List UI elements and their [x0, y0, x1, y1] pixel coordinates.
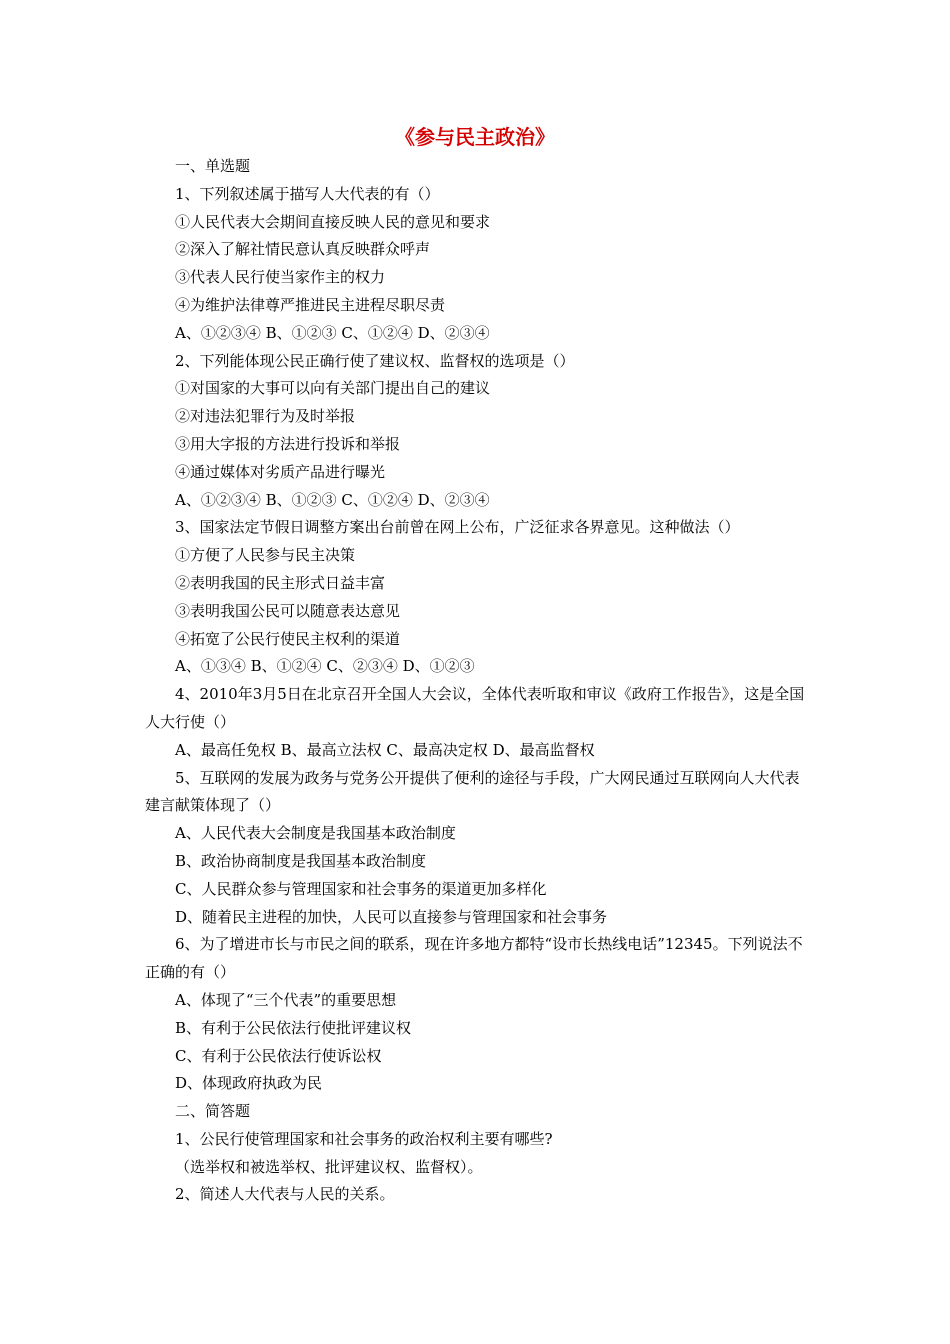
question-6-stem: 6、为了增进市长与市民之间的联系，现在许多地方都特“设市长热线电话”12345。下列说法不正确的有（） — [145, 935, 803, 982]
question-3-item: ④拓宽了公民行使民主权利的渠道 — [175, 629, 401, 648]
question-4-stem: 4、2010年3月5日在北京召开全国人大会议，全体代表听取和审议《政府工作报告》，这是全国人大行使（） — [145, 685, 805, 731]
question-6-choice: B、有利于公民依法行使批评建议权 — [175, 1018, 412, 1037]
question-3-options: A、①③④ B、①②④ C、②③④ D、①②③ — [175, 657, 475, 676]
question-1-options: A、①②③④ B、①②③ C、①②④ D、②③④ — [175, 323, 490, 342]
question-1-item: ③代表人民行使当家作主的权力 — [175, 268, 386, 287]
section-heading-single-choice: 一、单选题 — [175, 157, 251, 175]
question-2-item: ①对国家的大事可以向有关部门提出自己的建议 — [175, 379, 491, 398]
question-2-item: ②对违法犯罪行为及时举报 — [175, 407, 356, 426]
section-heading-short-answer: 二、简答题 — [175, 1102, 251, 1121]
question-4-options: A、最高任免权 B、最高立法权 C、最高决定权 D、最高监督权 — [175, 740, 595, 759]
question-3-item: ①方便了人民参与民主决策 — [175, 546, 356, 565]
question-3-item: ③表明我国公民可以随意表达意见 — [175, 601, 401, 620]
question-3-stem: 3、国家法定节假日调整方案出台前曾在网上公布，广泛征求各界意见。这种做法（） — [175, 518, 740, 537]
question-2-options: A、①②③④ B、①②③ C、①②④ D、②③④ — [175, 490, 490, 509]
question-3-item: ②表明我国的民主形式日益丰富 — [175, 573, 386, 592]
question-1-item: ④为维护法律尊严推进民主进程尽职尽责 — [175, 295, 446, 314]
question-5-choice: C、人民群众参与管理国家和社会事务的渠道更加多样化 — [175, 879, 547, 898]
question-6-choice: A、体现了“三个代表”的重要思想 — [175, 990, 397, 1009]
short-answer-1-answer: （选举权和被选举权、批评建议权、监督权）。 — [175, 1157, 483, 1176]
short-answer-1-question: 1、公民行使管理国家和社会事务的政治权利主要有哪些? — [175, 1129, 553, 1148]
question-5-choice: D、随着民主进程的加快，人民可以直接参与管理国家和社会事务 — [175, 907, 608, 926]
document-title: 《参与民主政治》 — [395, 125, 555, 149]
document-body — [145, 153, 810, 1209]
question-2-item: ③用大字报的方法进行投诉和举报 — [175, 434, 401, 453]
short-answer-2-question: 2、简述人大代表与人民的关系。 — [175, 1185, 395, 1204]
question-6-choice: C、有利于公民依法行使诉讼权 — [175, 1046, 382, 1065]
question-5-stem: 5、互联网的发展为政务与党务公开提供了便利的途径与手段，广大网民通过互联网向人大代表建言献策体现了（） — [145, 768, 800, 815]
question-2-item: ④通过媒体对劣质产品进行曝光 — [175, 462, 386, 481]
question-5-choice: A、人民代表大会制度是我国基本政治制度 — [175, 824, 456, 843]
question-1-item: ②深入了解社情民意认真反映群众呼声 — [175, 240, 431, 259]
question-6-choice: D、体现政府执政为民 — [175, 1074, 323, 1093]
question-1-stem: 1、下列叙述属于描写人大代表的有（） — [175, 184, 440, 203]
question-1-item: ①人民代表大会期间直接反映人民的意见和要求 — [175, 212, 491, 231]
question-5-choice: B、政治协商制度是我国基本政治制度 — [175, 851, 427, 870]
question-2-stem: 2、下列能体现公民正确行使了建议权、监督权的选项是（） — [175, 351, 575, 370]
